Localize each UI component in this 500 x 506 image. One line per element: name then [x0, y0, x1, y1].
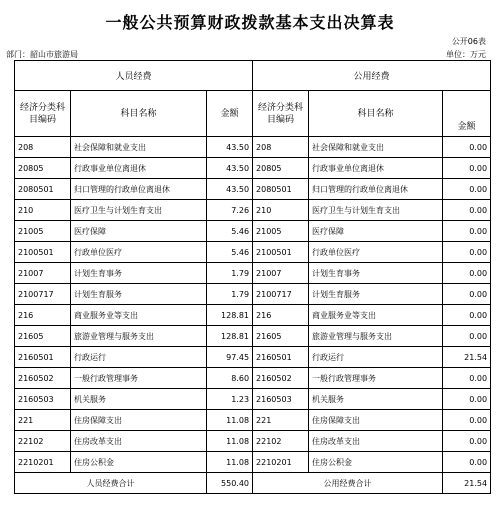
- personnel-name-cell: 计划生育服务: [71, 284, 207, 305]
- public-amount-cell: 0.00: [443, 431, 491, 452]
- table-row: [15, 305, 491, 326]
- public-code-cell: 2100501: [253, 242, 309, 263]
- personnel-total-amount: 550.40: [207, 473, 253, 494]
- personnel-name-header: 科目名称: [71, 91, 207, 137]
- public-code-cell: 2160503: [253, 389, 309, 410]
- public-amount-cell: 0.00: [443, 200, 491, 221]
- public-code-cell: 2100717: [253, 284, 309, 305]
- page-title: 一般公共预算财政拨款基本支出决算表: [105, 13, 395, 32]
- personnel-amount-cell: 1.79: [207, 263, 253, 284]
- personnel-amount-cell: 97.45: [207, 347, 253, 368]
- public-name-cell: 一般行政管理事务: [309, 368, 443, 389]
- public-name-cell: 医疗保障: [309, 221, 443, 242]
- public-code-cell: 216: [253, 305, 309, 326]
- personnel-name-cell: 行政单位医疗: [71, 242, 207, 263]
- public-name-cell: 归口管理的行政单位离退休: [309, 179, 443, 200]
- public-name-cell: 机关服务: [309, 389, 443, 410]
- personnel-name-cell: 旅游业管理与服务支出: [71, 326, 207, 347]
- public-amount-header: 金额: [443, 91, 491, 137]
- personnel-code-cell: 210: [15, 200, 71, 221]
- personnel-name-cell: 归口管理的行政单位离退休: [71, 179, 207, 200]
- public-total-label: 公用经费合计: [253, 473, 443, 494]
- personnel-code-cell: 22102: [15, 431, 71, 452]
- public-amount-cell: 0.00: [443, 452, 491, 473]
- personnel-amount-cell: 11.08: [207, 452, 253, 473]
- public-name-cell: 住房公积金: [309, 452, 443, 473]
- public-name-cell: 商业服务业等支出: [309, 305, 443, 326]
- personnel-amount-cell: 43.50: [207, 179, 253, 200]
- table-row: [15, 137, 491, 158]
- personnel-name-cell: 商业服务业等支出: [71, 305, 207, 326]
- personnel-amount-cell: 43.50: [207, 137, 253, 158]
- public-amount-cell: 0.00: [443, 179, 491, 200]
- public-amount-cell: 0.00: [443, 410, 491, 431]
- section-header-row: [15, 61, 491, 91]
- public-name-cell: 计划生育服务: [309, 284, 443, 305]
- public-amount-cell: 0.00: [443, 368, 491, 389]
- personnel-name-cell: 行政事业单位离退休: [71, 158, 207, 179]
- public-name-cell: 医疗卫生与计划生育支出: [309, 200, 443, 221]
- personnel-code-cell: 221: [15, 410, 71, 431]
- public-amount-cell: 0.00: [443, 389, 491, 410]
- public-total-amount: 21.54: [443, 473, 491, 494]
- personnel-name-cell: 住房改革支出: [71, 431, 207, 452]
- personnel-name-cell: 住房公积金: [71, 452, 207, 473]
- personnel-amount-cell: 7.26: [207, 200, 253, 221]
- public-section-header: 公用经费: [253, 61, 491, 91]
- public-name-cell: 行政单位医疗: [309, 242, 443, 263]
- personnel-name-cell: 医疗保障: [71, 221, 207, 242]
- public-name-cell: 旅游业管理与服务支出: [309, 326, 443, 347]
- personnel-code-cell: 21005: [15, 221, 71, 242]
- public-amount-cell: 0.00: [443, 137, 491, 158]
- public-code-cell: 2210201: [253, 452, 309, 473]
- table-row: [15, 452, 491, 473]
- public-amount-cell: 0.00: [443, 242, 491, 263]
- table-row: [15, 242, 491, 263]
- table-row: [15, 221, 491, 242]
- personnel-amount-cell: 43.50: [207, 158, 253, 179]
- public-code-cell: 208: [253, 137, 309, 158]
- table-row: [15, 389, 491, 410]
- table-row: [15, 410, 491, 431]
- personnel-code-cell: 2160502: [15, 368, 71, 389]
- public-name-cell: 住房改革支出: [309, 431, 443, 452]
- table-row: [15, 263, 491, 284]
- personnel-amount-header: 金额: [207, 91, 253, 137]
- public-name-cell: 住房保障支出: [309, 410, 443, 431]
- personnel-code-cell: 2100717: [15, 284, 71, 305]
- department-label: 部门：韶山市旅游局: [6, 50, 78, 59]
- column-header-row: [15, 91, 491, 137]
- public-code-cell: 21005: [253, 221, 309, 242]
- personnel-code-cell: 20805: [15, 158, 71, 179]
- public-code-cell: 2160502: [253, 368, 309, 389]
- personnel-code-cell: 216: [15, 305, 71, 326]
- public-code-cell: 21007: [253, 263, 309, 284]
- table-row: [15, 326, 491, 347]
- personnel-amount-cell: 8.60: [207, 368, 253, 389]
- public-amount-cell: 0.00: [443, 305, 491, 326]
- public-code-header: 经济分类科目编码: [253, 91, 309, 137]
- public-name-cell: 计划生育事务: [309, 263, 443, 284]
- expenditure-table: [14, 60, 491, 494]
- personnel-amount-cell: 128.81: [207, 305, 253, 326]
- personnel-name-cell: 计划生育事务: [71, 263, 207, 284]
- table-row: [15, 200, 491, 221]
- public-amount-cell: 0.00: [443, 158, 491, 179]
- personnel-code-cell: 2100501: [15, 242, 71, 263]
- personnel-amount-cell: 11.08: [207, 410, 253, 431]
- public-amount-cell: 0.00: [443, 263, 491, 284]
- table-row: [15, 347, 491, 368]
- personnel-code-cell: 2080501: [15, 179, 71, 200]
- public-code-cell: 22102: [253, 431, 309, 452]
- public-name-cell: 行政运行: [309, 347, 443, 368]
- personnel-name-cell: 一般行政管理事务: [71, 368, 207, 389]
- personnel-code-cell: 2210201: [15, 452, 71, 473]
- personnel-amount-cell: 128.81: [207, 326, 253, 347]
- table-row: [15, 431, 491, 452]
- personnel-name-cell: 社会保障和就业支出: [71, 137, 207, 158]
- totals-row: [15, 473, 491, 494]
- public-code-cell: 210: [253, 200, 309, 221]
- personnel-amount-cell: 5.46: [207, 242, 253, 263]
- public-name-header: 科目名称: [309, 91, 443, 137]
- public-name-cell: 社会保障和就业支出: [309, 137, 443, 158]
- public-amount-cell: 21.54: [443, 347, 491, 368]
- personnel-code-header: 经济分类科目编码: [15, 91, 71, 137]
- personnel-code-cell: 2160503: [15, 389, 71, 410]
- personnel-section-header: 人员经费: [15, 61, 253, 91]
- personnel-total-label: 人员经费合计: [15, 473, 207, 494]
- public-code-cell: 2160501: [253, 347, 309, 368]
- personnel-amount-cell: 1.79: [207, 284, 253, 305]
- personnel-name-cell: 住房保障支出: [71, 410, 207, 431]
- public-amount-cell: 0.00: [443, 221, 491, 242]
- personnel-amount-cell: 1.23: [207, 389, 253, 410]
- personnel-amount-cell: 5.46: [207, 221, 253, 242]
- unit-label: 单位：万元: [446, 50, 486, 59]
- personnel-code-cell: 21007: [15, 263, 71, 284]
- public-code-cell: 221: [253, 410, 309, 431]
- table-code-number: 公开06表: [451, 37, 486, 46]
- personnel-code-cell: 208: [15, 137, 71, 158]
- public-name-cell: 行政事业单位离退休: [309, 158, 443, 179]
- table-row: [15, 158, 491, 179]
- table-row: [15, 368, 491, 389]
- personnel-name-cell: 机关服务: [71, 389, 207, 410]
- table-row: [15, 284, 491, 305]
- public-amount-cell: 0.00: [443, 284, 491, 305]
- public-amount-cell: 0.00: [443, 326, 491, 347]
- public-code-cell: 20805: [253, 158, 309, 179]
- personnel-code-cell: 21605: [15, 326, 71, 347]
- personnel-amount-cell: 11.08: [207, 431, 253, 452]
- personnel-code-cell: 2160501: [15, 347, 71, 368]
- public-code-cell: 2080501: [253, 179, 309, 200]
- table-row: [15, 179, 491, 200]
- personnel-name-cell: 医疗卫生与计划生育支出: [71, 200, 207, 221]
- public-code-cell: 21605: [253, 326, 309, 347]
- personnel-name-cell: 行政运行: [71, 347, 207, 368]
